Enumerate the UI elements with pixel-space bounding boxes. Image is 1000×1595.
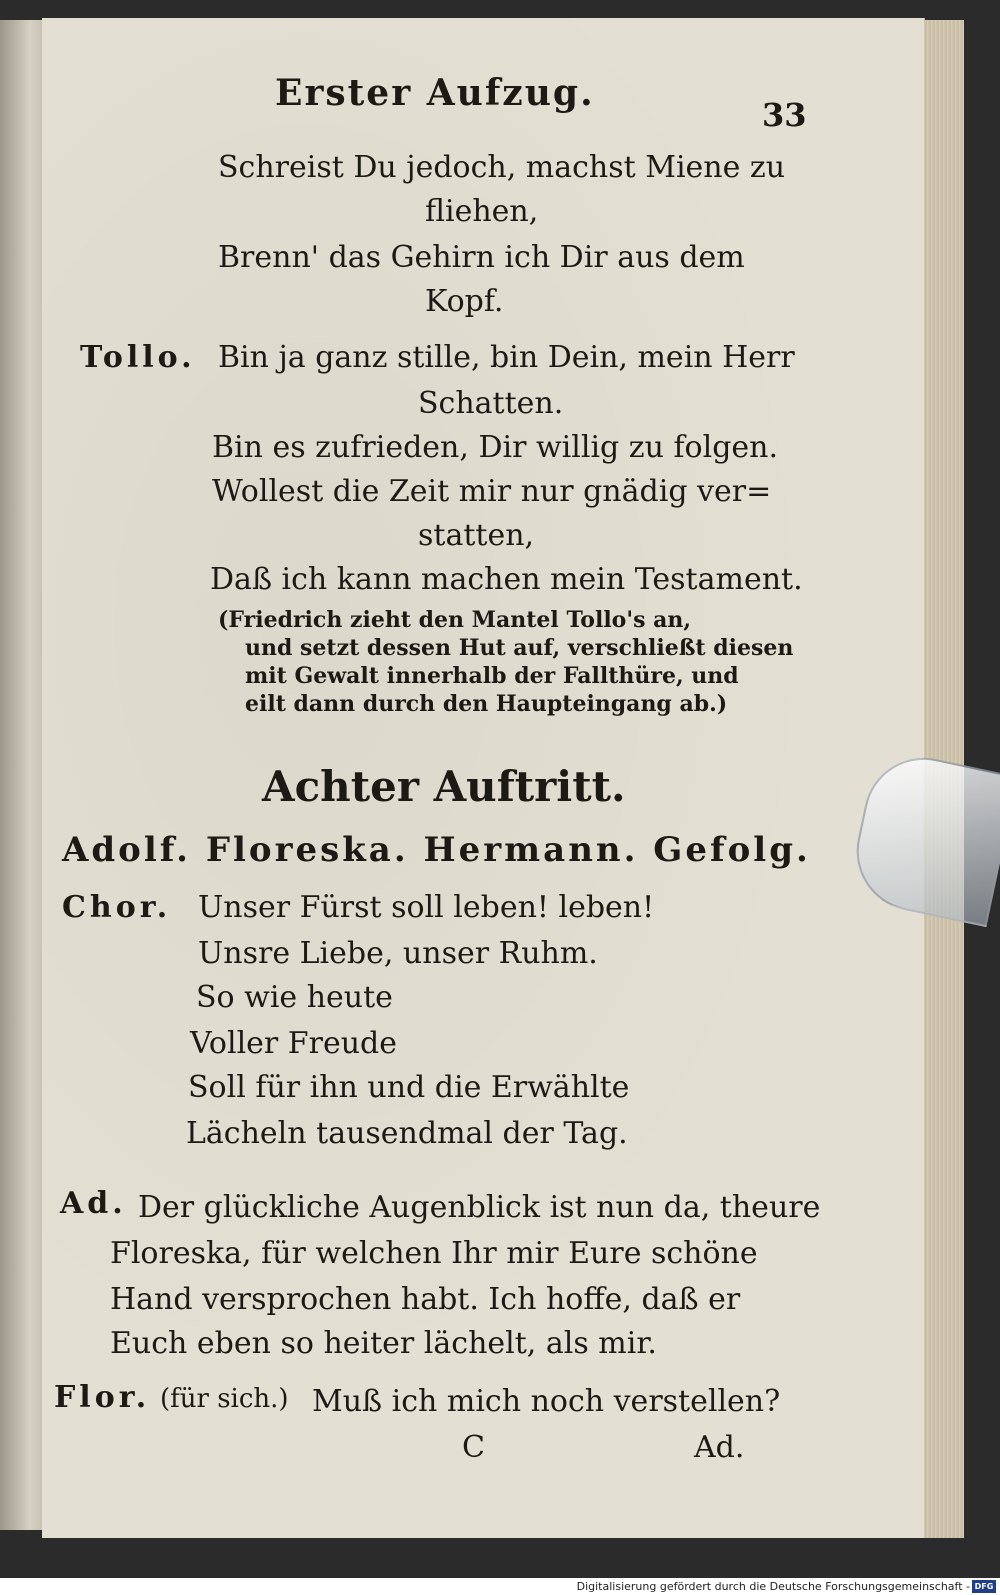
verse-line: Unser Fürst soll leben! leben! bbox=[198, 890, 655, 925]
stage-direction-line: (Friedrich zieht den Mantel Tollo's an, bbox=[218, 607, 692, 633]
verse-line: fliehen, bbox=[425, 194, 539, 229]
verse-line: Kopf. bbox=[425, 284, 504, 319]
speaker-name: Ad. bbox=[60, 1186, 127, 1221]
prose-line: Floreska, für welchen Ihr mir Eure schöne bbox=[110, 1236, 758, 1271]
speaker-name: Flor. bbox=[54, 1380, 151, 1415]
signature-mark: C bbox=[462, 1430, 485, 1465]
scene-title: Achter Auftritt. bbox=[262, 762, 626, 811]
cast-list: Adolf. Floreska. Hermann. Gefolg. bbox=[62, 830, 811, 870]
footer-bar bbox=[0, 1578, 1000, 1595]
stage-direction-line: und setzt dessen Hut auf, verschließt diesen bbox=[245, 635, 794, 661]
stage-direction-line: mit Gewalt innerhalb der Fallthüre, und bbox=[245, 663, 739, 689]
stage-direction-line: eilt dann durch den Haupteingang ab.) bbox=[245, 691, 728, 717]
verse-line: Lächeln tausendmal der Tag. bbox=[186, 1116, 628, 1151]
prose-line: Euch eben so heiter lächelt, als mir. bbox=[110, 1326, 657, 1361]
verse-line: Schreist Du jedoch, machst Miene zu bbox=[218, 150, 786, 185]
speaker-name: Tollo. bbox=[80, 340, 196, 375]
dfg-logo: DFG bbox=[972, 1580, 996, 1593]
verse-line: statten, bbox=[418, 518, 535, 553]
catchword: Ad. bbox=[694, 1430, 745, 1465]
verse-line: Muß ich mich noch verstellen? bbox=[312, 1384, 781, 1419]
prose-line: Der glückliche Augenblick ist nun da, theure bbox=[138, 1190, 821, 1225]
verse-line: Brenn' das Gehirn ich Dir aus dem bbox=[218, 240, 745, 275]
verse-line: Daß ich kann machen mein Testament. bbox=[210, 562, 803, 597]
verse-line: Bin ja ganz stille, bin Dein, mein Herr bbox=[218, 340, 795, 375]
verse-line: Unsre Liebe, unser Ruhm. bbox=[198, 936, 598, 971]
verse-line: Bin es zufrieden, Dir willig zu folgen. bbox=[212, 430, 779, 465]
aside-direction: (für sich.) bbox=[160, 1384, 289, 1414]
verse-line: So wie heute bbox=[196, 980, 393, 1015]
running-header: Erster Aufzug. bbox=[275, 72, 595, 114]
verse-line: Schatten. bbox=[418, 386, 564, 421]
speaker-name: Chor. bbox=[62, 890, 172, 925]
prose-line: Hand versprochen habt. Ich hoffe, daß er bbox=[110, 1282, 741, 1317]
footer-credit: Digitalisierung gefördert durch die Deutsche Forschungsgemeinschaft - bbox=[576, 1580, 970, 1593]
verse-line: Voller Freude bbox=[190, 1026, 397, 1061]
page-number: 33 bbox=[762, 96, 807, 134]
verse-line: Wollest die Zeit mir nur gnädig ver= bbox=[212, 474, 772, 509]
verse-line: Soll für ihn und die Erwählte bbox=[188, 1070, 630, 1105]
